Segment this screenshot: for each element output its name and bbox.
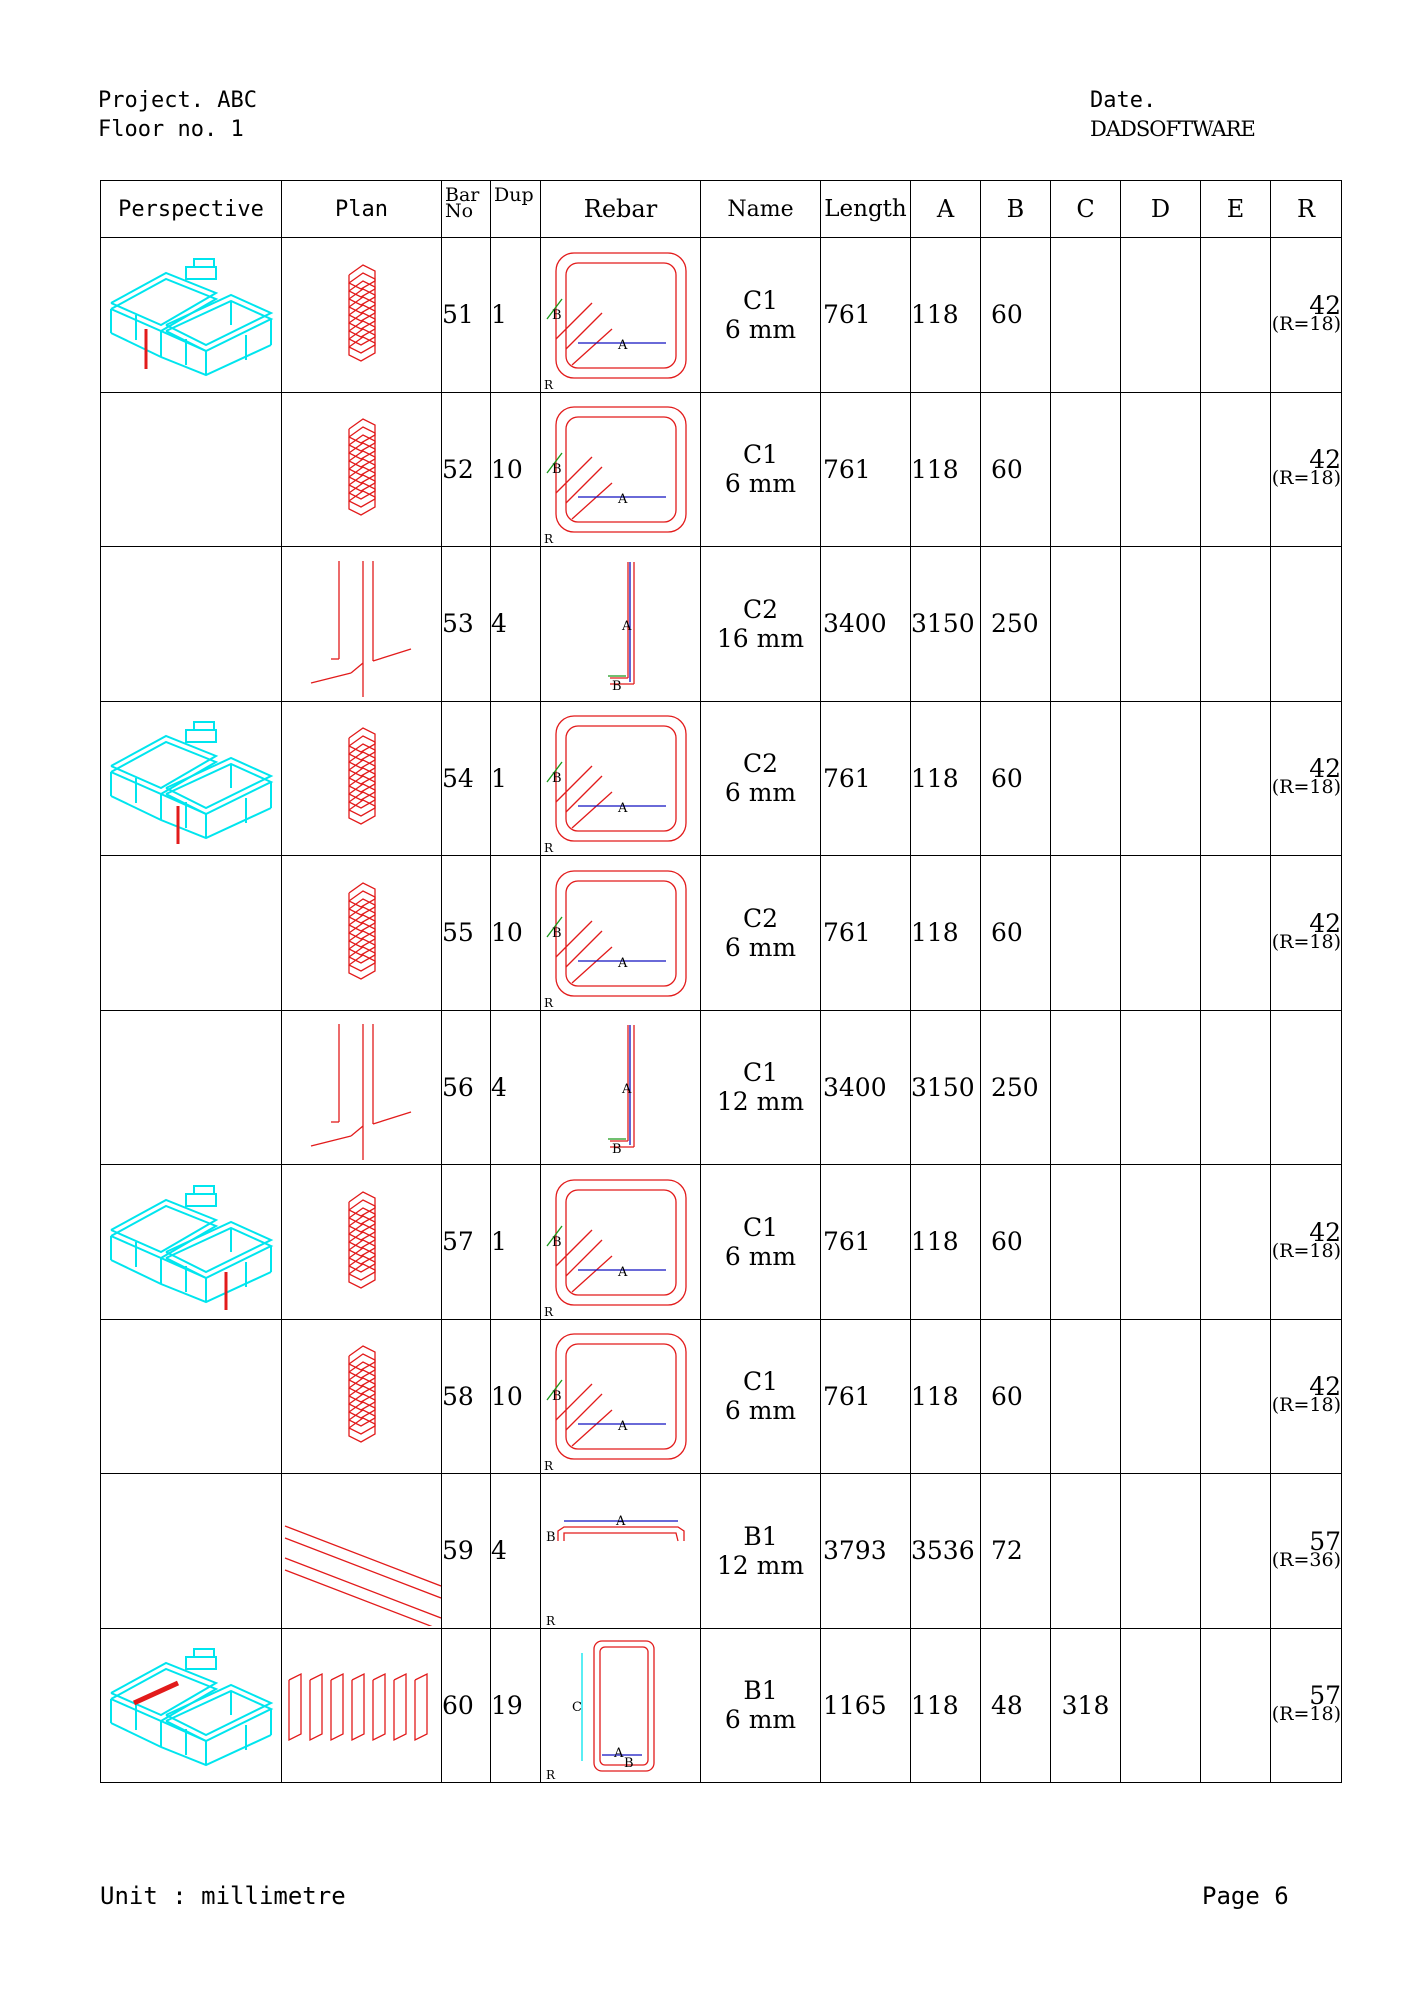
e-cell: [1201, 392, 1271, 547]
dup-cell: 1: [491, 1165, 541, 1320]
length-cell: 3793: [821, 1474, 911, 1629]
bar-mark: C1: [742, 1212, 779, 1242]
r-value: 42: [1309, 445, 1341, 475]
d-cell: [1121, 1010, 1201, 1165]
plan-cell: [282, 238, 442, 393]
rebar-shape-icon: [542, 393, 700, 545]
r-cell: [1271, 1474, 1342, 1629]
building-perspective-icon: [106, 708, 276, 848]
b-cell: 250: [981, 547, 1051, 702]
c-cell: [1051, 1010, 1121, 1165]
svg-text:R: R: [545, 1613, 555, 1627]
table-row: [101, 701, 1342, 856]
svg-text:A: A: [617, 1419, 627, 1435]
e-cell: [1201, 1165, 1271, 1320]
r-radius: (R=18): [1271, 1394, 1341, 1417]
d-cell: [1121, 1628, 1201, 1783]
c-cell: [1051, 856, 1121, 1011]
col-perspective: Perspective: [101, 181, 282, 238]
d-cell: [1121, 1319, 1201, 1474]
bar-no-cell: 60: [442, 1628, 491, 1783]
c-cell: [1051, 547, 1121, 702]
svg-text:R: R: [543, 995, 553, 1009]
bar-diameter: 16 mm: [716, 623, 805, 653]
plan-cell: [282, 701, 442, 856]
r-value: 42: [1309, 290, 1341, 320]
r-radius: (R=18): [1271, 1703, 1341, 1726]
bar-mark: B1: [743, 1676, 778, 1706]
perspective-cell: [101, 238, 282, 393]
dup-cell: 19: [491, 1628, 541, 1783]
svg-text:B: B: [551, 462, 562, 478]
a-cell: 118: [911, 701, 981, 856]
unit-label: Unit : millimetre: [100, 1882, 346, 1910]
col-rebar: Rebar: [541, 181, 701, 238]
col-d: D: [1121, 181, 1201, 238]
length-cell: 761: [821, 701, 911, 856]
c-cell: [1051, 1165, 1121, 1320]
plan-cell: [282, 1165, 442, 1320]
b-cell: 48: [981, 1628, 1051, 1783]
svg-text:R: R: [543, 1459, 553, 1473]
svg-text:B: B: [545, 1529, 556, 1545]
table-row: [101, 1165, 1342, 1320]
svg-text:B: B: [611, 678, 622, 694]
plan-cell: [282, 1319, 442, 1474]
rebar-shape-icon: [542, 702, 700, 854]
col-c: C: [1051, 181, 1121, 238]
length-cell: 761: [821, 1319, 911, 1474]
col-b: B: [981, 181, 1051, 238]
floor-label: Floor no. 1: [98, 117, 244, 142]
perspective-cell: [101, 392, 282, 547]
col-bar-no: Bar No: [442, 181, 491, 238]
length-cell: 3400: [821, 1010, 911, 1165]
bar-mark: C1: [742, 440, 779, 470]
svg-text:A: A: [621, 618, 631, 634]
date-label: Date.: [1090, 88, 1157, 113]
perspective-cell: [101, 701, 282, 856]
b-cell: 60: [981, 701, 1051, 856]
bar-no-cell: 51: [442, 238, 491, 393]
plan-view-icon: [283, 240, 441, 390]
c-cell: [1051, 392, 1121, 547]
svg-text:R: R: [545, 1768, 555, 1782]
r-cell: [1271, 238, 1342, 393]
rebar-shape-icon: [542, 239, 700, 391]
r-value: 57: [1309, 1526, 1341, 1556]
bar-no-cell: 55: [442, 856, 491, 1011]
bar-no-cell: 53: [442, 547, 491, 702]
c-cell: [1051, 1319, 1121, 1474]
name-cell: [701, 547, 821, 702]
length-cell: 761: [821, 856, 911, 1011]
c-cell: [1051, 238, 1121, 393]
plan-view-icon: [283, 703, 441, 853]
bar-diameter: 6 mm: [724, 469, 797, 499]
a-cell: 3150: [911, 547, 981, 702]
a-cell: 118: [911, 1165, 981, 1320]
r-radius: (R=18): [1271, 1239, 1341, 1262]
svg-text:A: A: [617, 337, 627, 353]
name-cell: [701, 856, 821, 1011]
svg-text:A: A: [621, 1082, 631, 1098]
a-cell: 3150: [911, 1010, 981, 1165]
length-cell: 761: [821, 392, 911, 547]
bar-mark: C1: [742, 1367, 779, 1397]
building-perspective-icon: [106, 1635, 276, 1775]
a-cell: 118: [911, 1319, 981, 1474]
svg-text:B: B: [551, 771, 562, 787]
svg-text:A: A: [617, 955, 627, 971]
d-cell: [1121, 856, 1201, 1011]
plan-view-icon: [283, 1012, 441, 1162]
bar-no-cell: 54: [442, 701, 491, 856]
table-row: [101, 856, 1342, 1011]
table-row: [101, 1628, 1342, 1783]
bar-diameter: 6 mm: [724, 1396, 797, 1426]
plan-view-icon: [283, 549, 441, 699]
r-radius: (R=18): [1271, 776, 1341, 799]
perspective-cell: [101, 547, 282, 702]
rebar-shape-icon: [542, 857, 700, 1009]
perspective-cell: [101, 1165, 282, 1320]
col-a: A: [911, 181, 981, 238]
a-cell: 3536: [911, 1474, 981, 1629]
building-perspective-icon: [106, 245, 276, 385]
bar-diameter: 6 mm: [724, 1241, 797, 1271]
e-cell: [1201, 1010, 1271, 1165]
rebar-cell: [541, 856, 701, 1011]
perspective-cell: [101, 1010, 282, 1165]
svg-text:B: B: [551, 1234, 562, 1250]
rebar-cell: [541, 238, 701, 393]
bar-mark: C2: [742, 749, 779, 779]
svg-text:A: A: [615, 1513, 625, 1529]
c-cell: [1051, 701, 1121, 856]
e-cell: [1201, 547, 1271, 702]
project-label: Project. ABC: [98, 88, 257, 113]
r-cell: [1271, 701, 1342, 856]
d-cell: [1121, 1474, 1201, 1629]
rebar-shape-icon: [542, 1166, 700, 1318]
b-cell: 250: [981, 1010, 1051, 1165]
dup-cell: 10: [491, 1319, 541, 1474]
e-cell: [1201, 701, 1271, 856]
table-row: [101, 1319, 1342, 1474]
r-value: 42: [1309, 1372, 1341, 1402]
plan-view-icon: [283, 1630, 441, 1780]
bar-no-cell: 57: [442, 1165, 491, 1320]
svg-text:C: C: [571, 1700, 582, 1716]
table-row: [101, 547, 1342, 702]
svg-text:A: A: [613, 1746, 623, 1762]
d-cell: [1121, 392, 1201, 547]
plan-cell: [282, 1474, 442, 1629]
plan-view-icon: [283, 1321, 441, 1471]
d-cell: [1121, 547, 1201, 702]
svg-text:B: B: [551, 307, 562, 323]
name-cell: [701, 392, 821, 547]
r-cell: [1271, 1010, 1342, 1165]
table-header-row: [101, 181, 1342, 238]
bar-mark: C2: [742, 903, 779, 933]
bar-mark: B1: [743, 1521, 778, 1551]
perspective-cell: [101, 1474, 282, 1629]
b-cell: 60: [981, 1319, 1051, 1474]
svg-text:A: A: [617, 801, 627, 817]
b-cell: 60: [981, 856, 1051, 1011]
bar-mark: C1: [742, 285, 779, 315]
rebar-shape-icon: [542, 1629, 700, 1781]
r-cell: [1271, 1319, 1342, 1474]
e-cell: [1201, 856, 1271, 1011]
svg-text:R: R: [543, 1304, 553, 1318]
r-radius: (R=18): [1271, 312, 1341, 335]
dup-cell: 1: [491, 238, 541, 393]
plan-cell: [282, 1628, 442, 1783]
project-header: [98, 86, 257, 144]
perspective-cell: [101, 856, 282, 1011]
length-cell: 3400: [821, 547, 911, 702]
bar-no-cell: 59: [442, 1474, 491, 1629]
plan-cell: [282, 392, 442, 547]
e-cell: [1201, 1319, 1271, 1474]
b-cell: 60: [981, 1165, 1051, 1320]
perspective-cell: [101, 1319, 282, 1474]
bar-mark: C1: [742, 1058, 779, 1088]
svg-text:A: A: [617, 1264, 627, 1280]
bar-diameter: 6 mm: [724, 1705, 797, 1735]
length-cell: 761: [821, 238, 911, 393]
r-cell: [1271, 392, 1342, 547]
e-cell: [1201, 1628, 1271, 1783]
perspective-cell: [101, 1628, 282, 1783]
name-cell: [701, 1319, 821, 1474]
name-cell: [701, 1474, 821, 1629]
bar-diameter: 6 mm: [724, 932, 797, 962]
building-perspective-icon: [106, 1172, 276, 1312]
rebar-cell: [541, 1474, 701, 1629]
rebar-shape-icon: [542, 548, 700, 700]
rebar-cell: [541, 1628, 701, 1783]
e-cell: [1201, 1474, 1271, 1629]
bar-diameter: 6 mm: [724, 778, 797, 808]
rebar-cell: [541, 1319, 701, 1474]
c-cell: [1051, 1474, 1121, 1629]
rebar-cell: [541, 1165, 701, 1320]
r-radius: (R=18): [1271, 930, 1341, 953]
bar-no-cell: 58: [442, 1319, 491, 1474]
name-cell: [701, 238, 821, 393]
rebar-shape-icon: [542, 1011, 700, 1163]
length-cell: 1165: [821, 1628, 911, 1783]
bar-mark: C2: [742, 594, 779, 624]
col-r: R: [1271, 181, 1342, 238]
r-value: 42: [1309, 1217, 1341, 1247]
r-radius: (R=18): [1271, 467, 1341, 490]
col-plan: Plan: [282, 181, 442, 238]
svg-text:R: R: [543, 532, 553, 546]
b-cell: 60: [981, 238, 1051, 393]
name-cell: [701, 1628, 821, 1783]
dup-cell: 10: [491, 392, 541, 547]
col-name: Name: [701, 181, 821, 238]
r-radius: (R=36): [1271, 1548, 1341, 1571]
plan-cell: [282, 856, 442, 1011]
rebar-shape-icon: [542, 1475, 700, 1627]
rebar-cell: [541, 392, 701, 547]
svg-text:A: A: [617, 492, 627, 508]
d-cell: [1121, 238, 1201, 393]
plan-cell: [282, 547, 442, 702]
dup-cell: 4: [491, 1474, 541, 1629]
table-row: [101, 238, 1342, 393]
d-cell: [1121, 1165, 1201, 1320]
r-value: 42: [1309, 908, 1341, 938]
r-value: 42: [1309, 754, 1341, 784]
page-number: Page 6: [1202, 1882, 1289, 1910]
svg-text:B: B: [611, 1142, 622, 1158]
a-cell: 118: [911, 392, 981, 547]
table-row: [101, 392, 1342, 547]
dup-cell: 4: [491, 1010, 541, 1165]
a-cell: 118: [911, 856, 981, 1011]
c-cell: 318: [1051, 1628, 1121, 1783]
bar-diameter: 6 mm: [724, 314, 797, 344]
r-cell: [1271, 1165, 1342, 1320]
bar-no-cell: 56: [442, 1010, 491, 1165]
plan-view-icon: [283, 1167, 441, 1317]
r-cell: [1271, 856, 1342, 1011]
name-cell: [701, 1165, 821, 1320]
plan-view-icon: [283, 858, 441, 1008]
rebar-cell: [541, 1010, 701, 1165]
bar-diameter: 12 mm: [716, 1087, 805, 1117]
r-cell: [1271, 1628, 1342, 1783]
svg-text:B: B: [623, 1756, 634, 1772]
d-cell: [1121, 701, 1201, 856]
dup-cell: 4: [491, 547, 541, 702]
svg-text:R: R: [543, 841, 553, 855]
name-cell: [701, 1010, 821, 1165]
a-cell: 118: [911, 238, 981, 393]
bar-diameter: 12 mm: [716, 1550, 805, 1580]
date-header: [1090, 86, 1255, 144]
rebar-shape-icon: [542, 1320, 700, 1472]
svg-text:R: R: [543, 377, 553, 391]
a-cell: 118: [911, 1628, 981, 1783]
dup-cell: 1: [491, 701, 541, 856]
b-cell: 60: [981, 392, 1051, 547]
rebar-schedule-table: [100, 180, 1342, 1783]
col-dup: Dup: [491, 181, 541, 238]
plan-view-icon: [283, 394, 441, 544]
r-value: 57: [1309, 1681, 1341, 1711]
company-label: DADSOFTWARE: [1090, 117, 1255, 141]
col-length: Length: [821, 181, 911, 238]
b-cell: 72: [981, 1474, 1051, 1629]
dup-cell: 10: [491, 856, 541, 1011]
plan-cell: [282, 1010, 442, 1165]
table-row: [101, 1474, 1342, 1629]
r-cell: [1271, 547, 1342, 702]
rebar-cell: [541, 547, 701, 702]
plan-view-icon: [283, 1476, 441, 1626]
svg-text:B: B: [551, 925, 562, 941]
name-cell: [701, 701, 821, 856]
rebar-cell: [541, 701, 701, 856]
svg-text:B: B: [551, 1389, 562, 1405]
col-e: E: [1201, 181, 1271, 238]
e-cell: [1201, 238, 1271, 393]
bar-no-cell: 52: [442, 392, 491, 547]
table-row: [101, 1010, 1342, 1165]
length-cell: 761: [821, 1165, 911, 1320]
